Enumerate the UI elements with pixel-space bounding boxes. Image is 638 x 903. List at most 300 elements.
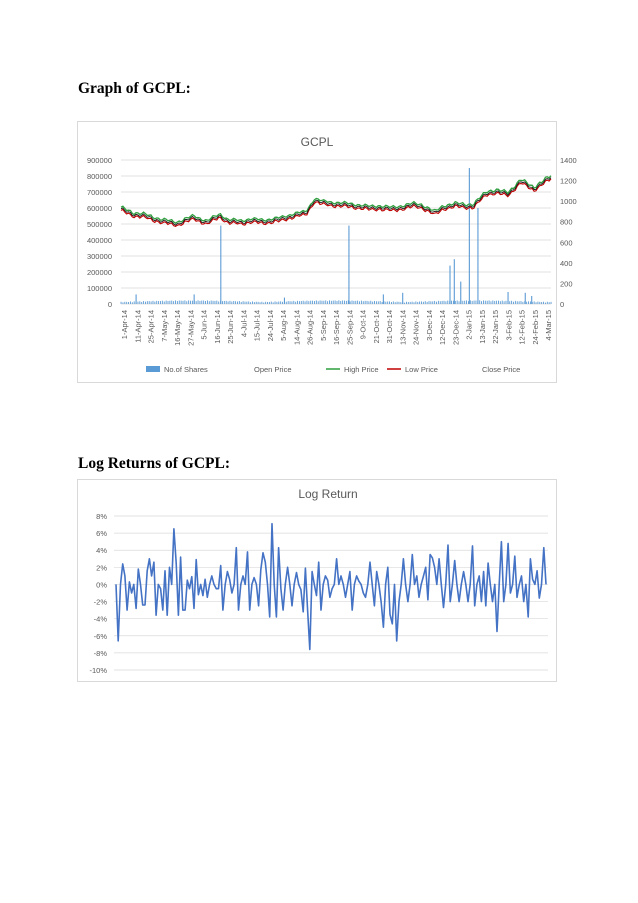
volume-bar xyxy=(226,301,227,304)
volume-bar xyxy=(417,302,418,304)
volume-bar xyxy=(235,301,236,304)
volume-bar xyxy=(352,300,353,304)
volume-bar xyxy=(434,301,435,304)
volume-bar xyxy=(301,301,302,304)
volume-bar xyxy=(213,301,214,304)
y-tick-label: 8% xyxy=(96,512,107,521)
volume-bar xyxy=(344,301,345,304)
volume-bar xyxy=(368,301,369,304)
volume-bar xyxy=(218,301,219,304)
x-tick-label: 3-Dec-14 xyxy=(424,310,434,341)
volume-bar xyxy=(243,301,244,304)
y-left-tick-label: 300000 xyxy=(86,252,112,261)
x-tick-label: 24-Nov-14 xyxy=(411,310,421,346)
legend-label-close: Close Price xyxy=(482,365,521,374)
volume-bar xyxy=(271,302,272,304)
volume-spike-bar xyxy=(194,294,195,304)
y-tick-label: -2% xyxy=(93,597,107,607)
volume-bar xyxy=(513,302,514,304)
volume-bar xyxy=(171,301,172,304)
volume-bar xyxy=(459,301,460,304)
volume-bar xyxy=(547,302,548,304)
x-tick-label: 14-Aug-14 xyxy=(292,310,302,346)
volume-bar xyxy=(122,302,123,304)
volume-bar xyxy=(261,302,262,304)
volume-bar xyxy=(306,301,307,304)
y-right-tick-label: 1200 xyxy=(560,176,577,186)
volume-bar xyxy=(291,301,292,304)
volume-bar xyxy=(447,301,448,304)
volume-bar xyxy=(353,301,354,304)
volume-spike-bar xyxy=(469,168,470,304)
volume-bar xyxy=(153,301,154,304)
volume-bar xyxy=(551,302,552,304)
volume-bar xyxy=(164,301,165,304)
volume-bar xyxy=(498,301,499,304)
volume-bar xyxy=(203,301,204,304)
volume-bar xyxy=(378,301,379,304)
volume-bar xyxy=(245,302,246,304)
volume-bar xyxy=(451,301,452,304)
volume-bar xyxy=(230,301,231,304)
volume-bar xyxy=(252,301,253,304)
volume-bar xyxy=(534,301,535,304)
volume-bar xyxy=(429,301,430,304)
volume-bar xyxy=(515,301,516,304)
volume-bar xyxy=(539,302,540,304)
volume-bar xyxy=(536,302,537,304)
volume-spike-bar xyxy=(525,293,526,304)
volume-spike-bar xyxy=(383,294,384,304)
volume-bar xyxy=(361,301,362,304)
volume-bar xyxy=(545,303,546,304)
volume-bar xyxy=(198,300,199,304)
volume-bar xyxy=(258,302,259,304)
volume-bar xyxy=(181,301,182,304)
x-tick-label: 1-Apr-14 xyxy=(120,310,129,340)
y-tick-label: 6% xyxy=(96,529,107,539)
volume-bar xyxy=(509,301,510,304)
y-tick-label: -6% xyxy=(93,631,107,641)
volume-bar xyxy=(333,301,334,304)
volume-bar xyxy=(228,301,229,304)
volume-bar xyxy=(162,301,163,304)
x-tick-label: 3-Feb-15 xyxy=(504,310,514,341)
volume-bar xyxy=(342,300,343,304)
volume-bar xyxy=(222,301,223,304)
volume-bar xyxy=(470,300,471,304)
volume-bar xyxy=(132,302,133,304)
gcpl-graph-heading: Graph of GCPL: xyxy=(78,80,191,97)
volume-bar xyxy=(128,302,129,304)
volume-bar xyxy=(288,301,289,304)
volume-bar xyxy=(410,302,411,304)
x-tick-label: 7-May-14 xyxy=(159,310,169,342)
x-tick-label: 24-Jul-14 xyxy=(265,310,275,342)
volume-bar xyxy=(365,301,366,304)
chart-title: GCPL xyxy=(300,135,334,149)
x-tick-label: 13-Jan-15 xyxy=(477,310,487,344)
x-tick-label: 16-Sep-14 xyxy=(332,310,341,346)
volume-bar xyxy=(322,301,323,304)
legend-label-high: High Price xyxy=(344,365,379,374)
volume-bar xyxy=(421,301,422,304)
volume-bar xyxy=(184,300,185,304)
x-tick-label: 21-Oct-14 xyxy=(371,310,381,344)
volume-bar xyxy=(464,301,465,304)
x-tick-label: 4-Jul-14 xyxy=(239,310,249,338)
volume-bar xyxy=(207,300,208,304)
volume-bar xyxy=(130,301,131,304)
volume-bar xyxy=(359,301,360,304)
volume-bar xyxy=(205,301,206,304)
y-right-tick-label: 600 xyxy=(560,238,573,248)
x-tick-label: 15-Jul-14 xyxy=(252,310,262,342)
volume-bar xyxy=(239,301,240,304)
volume-bar xyxy=(462,301,463,304)
volume-bar xyxy=(370,301,371,304)
y-right-tick-label: 200 xyxy=(560,279,573,289)
volume-bar xyxy=(506,301,507,304)
volume-bar xyxy=(338,300,339,304)
volume-bar xyxy=(489,300,490,304)
volume-bar xyxy=(303,301,304,304)
volume-bar xyxy=(415,301,416,304)
volume-bar xyxy=(468,301,469,304)
volume-bar xyxy=(425,301,426,304)
volume-bar xyxy=(231,302,232,304)
volume-bar xyxy=(209,301,210,304)
volume-bar xyxy=(175,300,176,304)
volume-bar xyxy=(474,301,475,304)
volume-bar xyxy=(320,300,321,304)
volume-spike-bar xyxy=(531,296,532,304)
volume-bar xyxy=(412,302,413,304)
volume-bar xyxy=(444,301,445,304)
volume-bar xyxy=(479,300,480,304)
volume-bar xyxy=(141,302,142,304)
legend-label-shares: No.of Shares xyxy=(164,365,208,374)
volume-spike-bar xyxy=(402,293,403,304)
volume-bar xyxy=(382,302,383,304)
volume-bar xyxy=(325,300,326,304)
high-price-line xyxy=(121,176,551,224)
volume-bar xyxy=(436,302,437,304)
volume-bar xyxy=(374,301,375,304)
volume-bar xyxy=(186,301,187,304)
volume-bar xyxy=(395,302,396,304)
volume-bar xyxy=(492,300,493,304)
y-tick-label: -8% xyxy=(93,648,107,658)
y-right-tick-label: 800 xyxy=(560,217,573,227)
volume-bar xyxy=(350,301,351,304)
volume-bar xyxy=(241,302,242,304)
volume-bar xyxy=(263,303,264,304)
y-tick-label: -4% xyxy=(93,614,107,624)
volume-bar xyxy=(393,301,394,304)
x-tick-label: 25-Apr-14 xyxy=(146,310,156,344)
x-tick-label: 12-Feb-15 xyxy=(517,310,527,345)
volume-bar xyxy=(389,301,390,304)
volume-bar xyxy=(438,301,439,304)
y-right-tick-label: 1000 xyxy=(560,197,577,207)
volume-bar xyxy=(376,301,377,304)
volume-bar xyxy=(143,301,144,304)
volume-bar xyxy=(404,303,405,304)
volume-bar xyxy=(149,301,150,304)
volume-bar xyxy=(214,301,215,304)
volume-bar xyxy=(293,301,294,304)
y-left-tick-label: 400000 xyxy=(86,236,112,245)
volume-bar xyxy=(246,302,247,304)
x-tick-label: 26-Aug-14 xyxy=(305,310,315,346)
volume-bar xyxy=(192,301,193,304)
x-tick-label: 24-Feb-15 xyxy=(530,310,540,345)
volume-bar xyxy=(276,302,277,304)
volume-bar xyxy=(275,301,276,304)
volume-bar xyxy=(137,302,138,304)
volume-bar xyxy=(496,301,497,304)
volume-bar xyxy=(466,300,467,304)
volume-bar xyxy=(295,302,296,304)
volume-bar xyxy=(387,301,388,304)
volume-bar xyxy=(372,302,373,304)
volume-bar xyxy=(549,302,550,304)
volume-bar xyxy=(250,302,251,304)
volume-bar xyxy=(312,301,313,304)
volume-bar xyxy=(323,301,324,304)
volume-bar xyxy=(432,301,433,304)
volume-bar xyxy=(504,301,505,304)
volume-bar xyxy=(419,301,420,304)
volume-bar xyxy=(156,301,157,304)
volume-spike-bar xyxy=(477,208,478,304)
x-tick-label: 16-May-14 xyxy=(173,310,182,346)
volume-bar xyxy=(134,301,135,304)
volume-bar xyxy=(457,300,458,304)
volume-bar xyxy=(346,301,347,304)
volume-bar xyxy=(124,302,125,304)
volume-bar xyxy=(442,301,443,304)
volume-bar xyxy=(147,301,148,304)
volume-bar xyxy=(391,302,392,304)
volume-bar xyxy=(481,301,482,304)
volume-bar xyxy=(196,301,197,304)
volume-bar xyxy=(233,301,234,304)
volume-bar xyxy=(485,301,486,304)
volume-bar xyxy=(318,301,319,304)
volume-bar xyxy=(483,300,484,304)
volume-bar xyxy=(121,302,122,304)
volume-bar xyxy=(160,301,161,304)
volume-bar xyxy=(168,301,169,304)
y-left-tick-label: 0 xyxy=(107,300,112,309)
y-tick-label: 4% xyxy=(96,546,107,556)
volume-bar xyxy=(329,300,330,304)
x-tick-label: 13-Nov-14 xyxy=(398,310,408,346)
volume-bar xyxy=(273,302,274,304)
x-tick-label: 5-Jun-14 xyxy=(199,310,209,340)
x-tick-label: 5-Aug-14 xyxy=(279,310,288,341)
x-tick-label: 22-Jan-15 xyxy=(491,310,500,344)
log-returns-heading: Log Returns of GCPL: xyxy=(78,455,230,472)
y-right-tick-label: 400 xyxy=(560,258,573,268)
volume-bar xyxy=(216,301,217,304)
volume-bar xyxy=(265,302,266,304)
volume-bar xyxy=(169,301,170,304)
volume-bar xyxy=(363,301,364,304)
volume-bar xyxy=(282,302,283,304)
y-left-tick-label: 500000 xyxy=(86,220,112,229)
volume-bar xyxy=(500,301,501,304)
volume-bar xyxy=(256,302,257,304)
volume-bar xyxy=(299,301,300,304)
volume-bar xyxy=(183,301,184,304)
volume-bar xyxy=(286,302,287,304)
volume-bar xyxy=(475,301,476,304)
volume-bar xyxy=(290,301,291,304)
volume-bar xyxy=(327,301,328,304)
volume-bar xyxy=(179,301,180,304)
volume-bar xyxy=(408,302,409,304)
x-tick-label: 11-Apr-14 xyxy=(133,310,143,343)
volume-bar xyxy=(248,301,249,304)
volume-bar xyxy=(400,302,401,304)
log-return-line xyxy=(116,524,546,650)
volume-bar xyxy=(305,301,306,304)
volume-spike-bar xyxy=(284,298,285,304)
volume-bar xyxy=(517,301,518,304)
legend-label-low: Low Price xyxy=(405,365,438,374)
volume-bar xyxy=(430,301,431,304)
y-left-tick-label: 200000 xyxy=(86,268,112,277)
x-tick-label: 16-Jun-14 xyxy=(212,310,222,344)
y-left-tick-label: 700000 xyxy=(86,188,112,197)
volume-bar xyxy=(190,301,191,304)
volume-bar xyxy=(367,301,368,304)
volume-bar xyxy=(440,301,441,304)
volume-bar xyxy=(537,302,538,304)
volume-bar xyxy=(177,301,178,304)
volume-bar xyxy=(528,301,529,304)
volume-bar xyxy=(491,301,492,304)
y-left-tick-label: 800000 xyxy=(86,172,112,181)
x-tick-label: 31-Oct-14 xyxy=(385,310,394,344)
volume-spike-bar xyxy=(449,266,450,304)
volume-bar xyxy=(445,301,446,304)
legend-swatch-shares xyxy=(146,366,160,372)
volume-bar xyxy=(139,301,140,304)
x-tick-label: 25-Sep-14 xyxy=(345,310,355,346)
volume-bar xyxy=(397,302,398,304)
volume-bar xyxy=(541,302,542,304)
x-tick-label: 5-Sep-14 xyxy=(318,310,328,341)
y-left-tick-label: 100000 xyxy=(86,284,112,293)
y-tick-label: 2% xyxy=(96,563,107,573)
volume-bar xyxy=(511,301,512,304)
gcpl-chart-svg xyxy=(78,122,577,382)
volume-bar xyxy=(145,302,146,304)
volume-bar xyxy=(278,302,279,304)
volume-bar xyxy=(385,302,386,304)
volume-bar xyxy=(340,301,341,304)
volume-bar xyxy=(280,301,281,304)
volume-bar xyxy=(494,301,495,304)
volume-bar xyxy=(380,301,381,304)
volume-bar xyxy=(316,300,317,304)
volume-bar xyxy=(237,302,238,304)
volume-bar xyxy=(211,301,212,304)
volume-bar xyxy=(337,301,338,304)
volume-spike-bar xyxy=(460,282,461,304)
x-tick-label: 25-Jun-14 xyxy=(226,310,235,344)
volume-bar xyxy=(267,302,268,304)
volume-bar xyxy=(502,301,503,304)
volume-bar xyxy=(310,301,311,304)
volume-spike-bar xyxy=(220,226,221,304)
volume-bar xyxy=(173,301,174,304)
volume-bar xyxy=(154,302,155,304)
volume-bar xyxy=(166,301,167,304)
volume-spike-bar xyxy=(348,226,349,304)
volume-bar xyxy=(357,301,358,304)
volume-bar xyxy=(158,301,159,304)
volume-bar xyxy=(423,302,424,304)
volume-spike-bar xyxy=(508,292,509,304)
volume-bar xyxy=(453,301,454,304)
volume-bar xyxy=(199,301,200,304)
volume-spike-bar xyxy=(454,259,455,304)
volume-bar xyxy=(355,301,356,304)
volume-bar xyxy=(126,302,127,304)
volume-bar xyxy=(269,302,270,304)
gcpl-chart xyxy=(77,121,577,383)
legend-label-open: Open Price xyxy=(254,365,292,374)
y-right-tick-label: 0 xyxy=(560,300,565,309)
volume-bar xyxy=(254,302,255,304)
volume-bar xyxy=(308,301,309,304)
x-tick-label: 27-May-14 xyxy=(186,310,196,346)
volume-bar xyxy=(335,300,336,304)
volume-bar xyxy=(314,301,315,304)
volume-bar xyxy=(414,302,415,304)
volume-spike-bar xyxy=(136,294,137,304)
x-tick-label: 23-Dec-14 xyxy=(451,310,461,346)
log-return-chart-svg xyxy=(78,480,556,681)
volume-bar xyxy=(522,302,523,304)
volume-bar xyxy=(224,301,225,304)
volume-bar xyxy=(519,301,520,304)
volume-bar xyxy=(521,301,522,304)
volume-bar xyxy=(201,301,202,304)
y-left-tick-label: 900000 xyxy=(86,156,112,165)
y-right-tick-label: 1400 xyxy=(560,156,577,165)
y-left-tick-label: 600000 xyxy=(86,204,112,213)
volume-bar xyxy=(399,302,400,304)
volume-bar xyxy=(151,301,152,304)
volume-bar xyxy=(260,302,261,304)
volume-bar xyxy=(188,300,189,304)
chart-title: Log Return xyxy=(298,487,358,501)
x-tick-label: 4-Mar-15 xyxy=(544,310,553,341)
x-tick-label: 12-Dec-14 xyxy=(438,310,447,346)
volume-bar xyxy=(487,301,488,304)
volume-bar xyxy=(406,302,407,304)
volume-bar xyxy=(331,301,332,304)
volume-bar xyxy=(455,301,456,304)
volume-bar xyxy=(427,302,428,304)
x-tick-label: 2-Jan-15 xyxy=(464,310,474,340)
